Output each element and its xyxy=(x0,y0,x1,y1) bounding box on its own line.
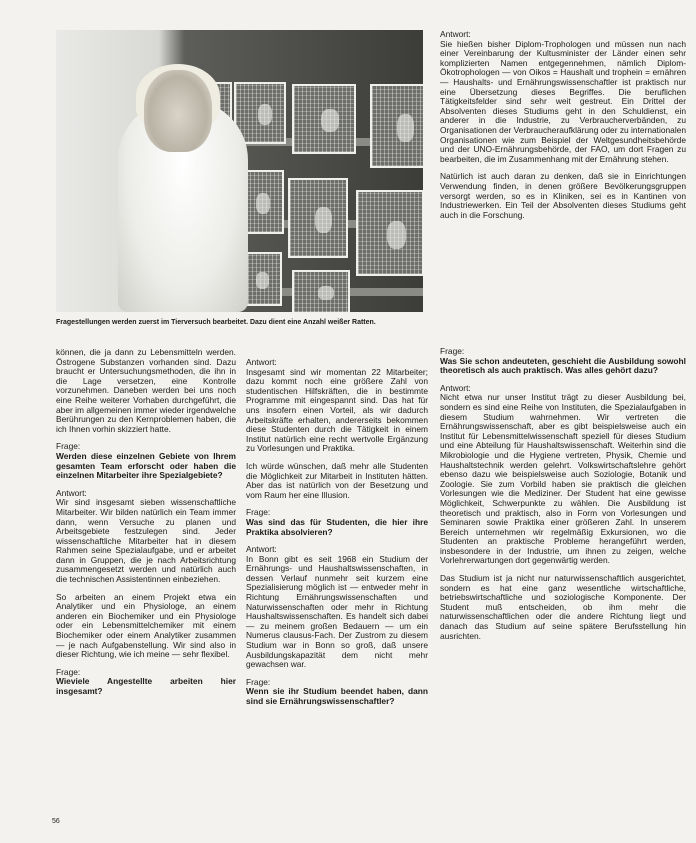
speaker-label: Antwort: xyxy=(246,357,277,367)
interview-question xyxy=(440,347,686,376)
paragraph-text: Was Sie schon andeuteten, geschieht die Ausbildung sowohl theoretisch als auch praktisch. Was alles gehört dazu? xyxy=(440,355,686,376)
interview-question xyxy=(246,678,428,707)
paragraph-text: In Bonn gibt es seit 1968 ein Studium der Ernährungs- und Haushaltswissenschaften, in dessen Verlauf nunmehr seit kurzem eine Spezialisierung möglich ist — entweder mehr in Richtung Ernährungswissenschaften und Naturwissenschaften oder mehr in Richtung Haushaltswissenschaften. Es handelt sich dabei — zu meinem großen Bedauern — um ein Numerus clausus-Fach. Der Zustrom zu diesem Studium war in Bonn so groß, daß unsere Ausbildungskapazität dem nicht mehr gewachsen war. xyxy=(246,553,428,670)
paragraph-text: Was sind das für Studenten, die hier ihre Praktika absolvieren? xyxy=(246,516,428,537)
paragraph-text: Wir sind insgesamt sieben wissenschaftliche Mitarbeiter. Wir bilden natürlich ein Team immer dann, wenn Versuche zu planen und Arbeitsgebiete festzulegen sind. Jeder wissenschaftliche Mitarbeiter hat in diesem Rahmen seine Spezialaufgabe, und er arbeitet dann in Gruppen, die je nach Arbeitsrichtung zusammengesetzt werden und natürlich auch die technischen Assistentinnen einbeziehen. xyxy=(56,497,236,585)
speaker-label: Antwort: xyxy=(246,544,277,555)
speaker-label: Frage: xyxy=(56,666,81,677)
paragraph-text: können, die ja dann zu Lebensmitteln werden. Östrogene Substanzen vorhanden sind. Dazu braucht er Untersuchungsmethoden, die ihn in die Lage versetzen, eine Kontrolle vorzunehmen. Daneben werden bei uns noch eine Reihe weiterer Vorhaben durchgeführt, die aber im allgemeinen immer wieder irgendwelche Berührungen zu den Kernproblemen haben, die ich Ihnen vorhin skizziert hatte. xyxy=(56,347,236,434)
interview-paragraph xyxy=(56,348,236,434)
interview-paragraph xyxy=(56,593,236,660)
speaker-label: Frage: xyxy=(56,441,81,452)
paragraph-text: Das Studium ist ja nicht nur naturwissenschaftlich ausgerichtet, sondern es hat eine ganz wesentliche wirtschaftliche, betriebswirtschaftliche und soziologische Komponente. Der Student muß entscheiden, ob ihm mehr die naturwissenschaftlichen oder die andere Richtung liegt und danach das Studium auf seine spätere Berufsstellung hin ausrichten. xyxy=(440,573,686,641)
paragraph-text: So arbeiten an einem Projekt etwa ein Analytiker und ein Physiologe, an einem anderen ein Biochemiker und ein Physiologe oder ein Lebensmittelchemiker mit einem Biochemiker oder einem Analytiker zusammen — je nach Aufgabenstellung. Wir sind also in dieser Richtung, wie ich meine — sehr flexibel. xyxy=(56,591,236,660)
interview-question xyxy=(56,668,236,697)
photo-caption: Fragestellungen werden zuerst im Tierversuch bearbeitet. Dazu dient eine Anzahl weißer Ratten. xyxy=(56,319,376,326)
paragraph-text: Wenn sie ihr Studium beendet haben, dann sind sie Ernährungswissenschaftler? xyxy=(246,686,428,706)
interview-question xyxy=(246,508,428,537)
paragraph-text: Werden diese einzelnen Gebiete von Ihrem gesamten Team erforscht oder haben die einzelnen Mitarbeiter ihre Spezialgebiete? xyxy=(56,450,236,481)
interview-question xyxy=(56,442,236,480)
interview-paragraph xyxy=(246,545,428,670)
paragraph-text: Insgesamt sind wir momentan 22 Mitarbeiter; dazu kommt noch eine größere Zahl von studentischen Hilfskräften, die in bestimmte Programme mit eingespannt sind. Das hat für uns insofern einen Vorteil, als wir dadurch Arbeitskräfte erhalten, andererseits bekommen diese Studenten durch die Tätigkeit in einem Institut natürlich eine recht wertvolle Ergänzung zu Vorlesungen und Praktika. xyxy=(246,366,428,454)
paragraph-text: Wieviele Angestellte arbeiten hier insgesamt? xyxy=(56,676,236,696)
interview-paragraph xyxy=(440,384,686,566)
paragraph-text: Sie hießen bisher Diplom-Trophologen und müssen nun nach einer Vereinbarung der Kultusminister der Länder einen sehr komplizierten Namen entgegennehmen, nämlich Diplom-Ökotrophologen — von Oikos = Haushalt und trophein = ernähren — Haushalts- und Ernährungswissenschaftler ist praktisch nur eine Übersetzung dieses Begriffes. Die beruflichen Tätigkeitsfelder sind sehr weit gestreut. Ein Drittel der Absolventen dieses Studiums geht in den Schuldienst, ein anderer in die Industrie, zu Verbraucherverbänden, zu Organisationen der Verbraucheraufklärung oder zu internationalen Organisationen wie zum Beispiel der Weltgesundheitsbehörde und der UNO-Ernährungsbehörde, der FAO, um dort Fragen zu bearbeiten, die im Zusammenhang mit der Ernährung stehen. xyxy=(440,38,686,164)
speaker-label: Antwort: xyxy=(56,487,87,498)
page-number: 56 xyxy=(52,818,60,825)
speaker-label: Frage: xyxy=(246,676,271,687)
paragraph-text: Nicht etwa nur unser Institut trägt zu dieser Ausbildung bei, sondern es sind eine Reihe von Instituten, die Spezialaufgaben in diesem Studium wahrnehmen. Wir vertreten die Ernährungswissenschaft, aber es gibt beispielsweise auch ein Institut für Lebensmittelwissenschaft speziell für dieses Studium und eine Abteilung für Haushaltswissenschaft. Weiterhin sind die Mikrobiologie und die Hygiene vertreten, Physik, Chemie und Haushaltstechnik werden gelehrt. Volkswirtschaftslehre gehört ebenso dazu wie beispielsweise auch Soziologie, Botanik und Zoologie. Sie zum Vorbild haben sie praktisch die gleichen Vorlesungen wie die Mediziner. Der Student hat eine gewisse Möglichkeit, Schwerpunkte zu wählen. Die Ausbildung ist theoretisch und praktisch, also in Form von Vorlesungen und Seminaren sowie Praktika einer größeren Zahl. In unserem Bereich unternehmen wir regelmäßig Exkursionen, wo die Studenten an praktische Probleme herangeführt werden, insbesondere in der Industrie, um ihnen zu zeigen, welche Vorlehrerwartungen dort gegenwärtig werden. xyxy=(440,392,686,566)
interview-paragraph xyxy=(440,172,686,220)
speaker-label: Frage: xyxy=(440,347,465,356)
speaker-label: Antwort: xyxy=(440,30,471,39)
interview-paragraph xyxy=(440,574,686,641)
speaker-label: Frage: xyxy=(246,507,271,518)
interview-paragraph xyxy=(56,489,236,585)
interview-paragraph xyxy=(246,462,428,500)
interview-paragraph xyxy=(440,30,686,164)
paragraph-text: Ich würde wünschen, daß mehr alle Studenten die Möglichkeit zur Mitarbeit in Instituten hätten. Aber das ist natürlich von der Besetzung und vom Raum her eine Illusion. xyxy=(246,460,428,500)
laboratory-photo xyxy=(56,30,423,312)
text-column-middle xyxy=(246,358,428,715)
text-column-left xyxy=(56,348,236,705)
paragraph-text: Natürlich ist auch daran zu denken, daß sie in Einrichtungen Verwendung finden, in denen größere Bevölkerungsgruppen versorgt werden, so es in Kliniken, sei es in Kantinen von Industriewerken. Ein Teil der Absolventen dieses Studiums geht auch in die Forschung. xyxy=(440,171,686,220)
interview-paragraph xyxy=(246,358,428,454)
text-column-right-lower xyxy=(440,347,686,837)
speaker-label: Antwort: xyxy=(440,382,471,393)
